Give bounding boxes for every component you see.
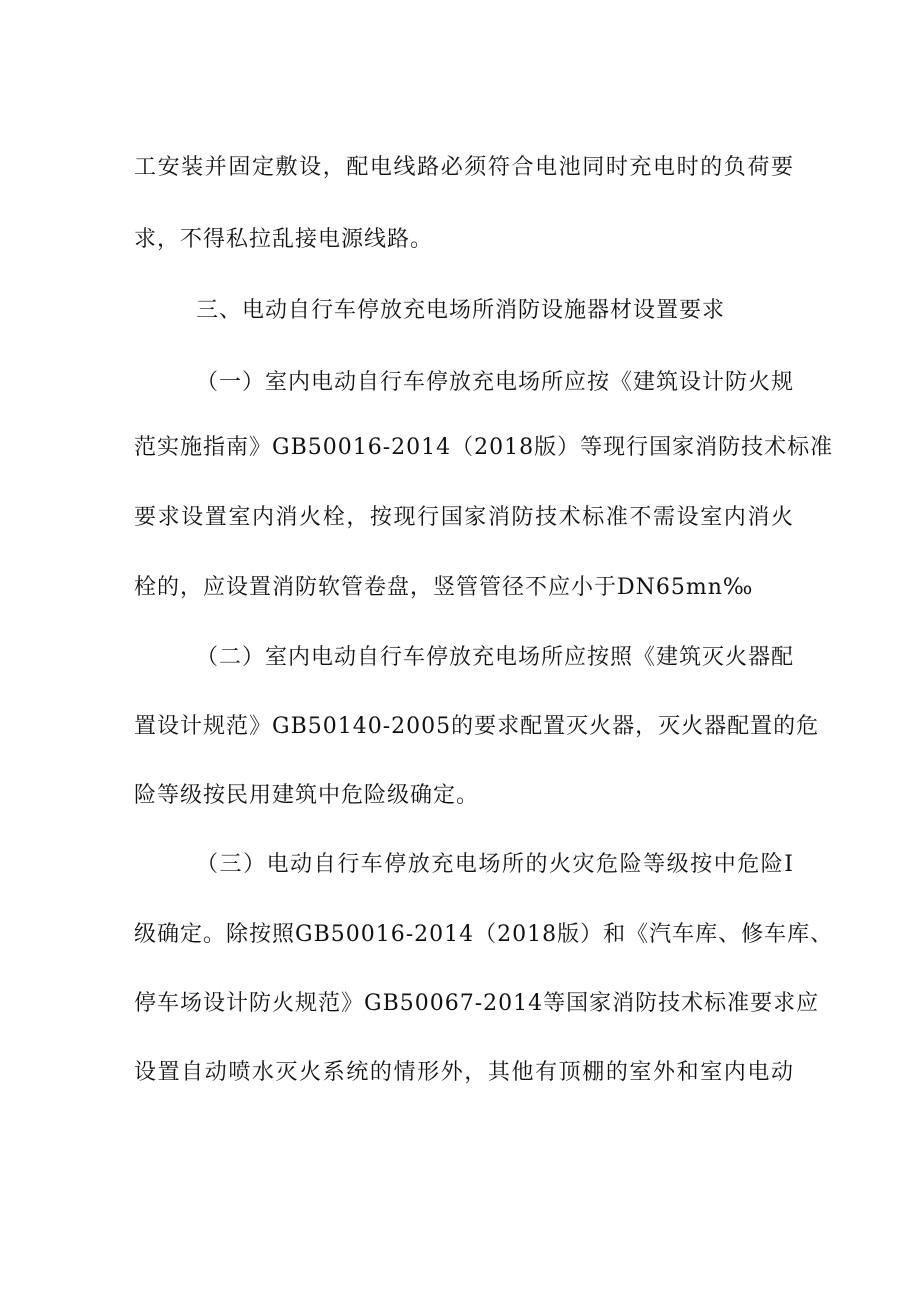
text-line: 要求设置室内消火栓，按现行国家消防技术标准不需设室内消火: [134, 505, 794, 530]
text-line: 级确定。除按照GB50016-2014（2018版）和《汽车库、修车库、: [134, 922, 834, 947]
text-line: （二）室内电动自行车停放充电场所应按照《建筑灭火器配: [196, 645, 795, 670]
text-line: 求，不得私拉乱接电源线路。: [134, 227, 434, 252]
text-line: 停车场设计防火规范》GB50067-2014等国家消防技术标准要求应: [134, 991, 820, 1016]
text-line: 范实施指南》GB50016-2014（2018版）等现行国家消防技术标准: [134, 435, 834, 460]
text-line: 设置自动喷水灭火系统的情形外，其他有顶棚的室外和室内电动: [134, 1060, 794, 1085]
text-line: 险等级按民用建筑中危险级确定。: [134, 783, 480, 808]
text-line: 置设计规范》GB50140-2005的要求配置灭火器，灭火器配置的危: [134, 714, 820, 739]
text-line: （三）电动自行车停放充电场所的火灾危险等级按中危险I: [196, 852, 794, 877]
text-line: 工安装并固定敷设，配电线路必须符合电池同时充电时的负荷要: [134, 155, 794, 180]
text-line: 栓的，应设置消防软管卷盘，竖管管径不应小于DN65mn‰: [134, 575, 754, 600]
text-line: （一）室内电动自行车停放充电场所应按《建筑设计防火规: [196, 370, 795, 395]
section-heading: 三、电动自行车停放充电场所消防设施器材设置要求: [196, 298, 726, 323]
